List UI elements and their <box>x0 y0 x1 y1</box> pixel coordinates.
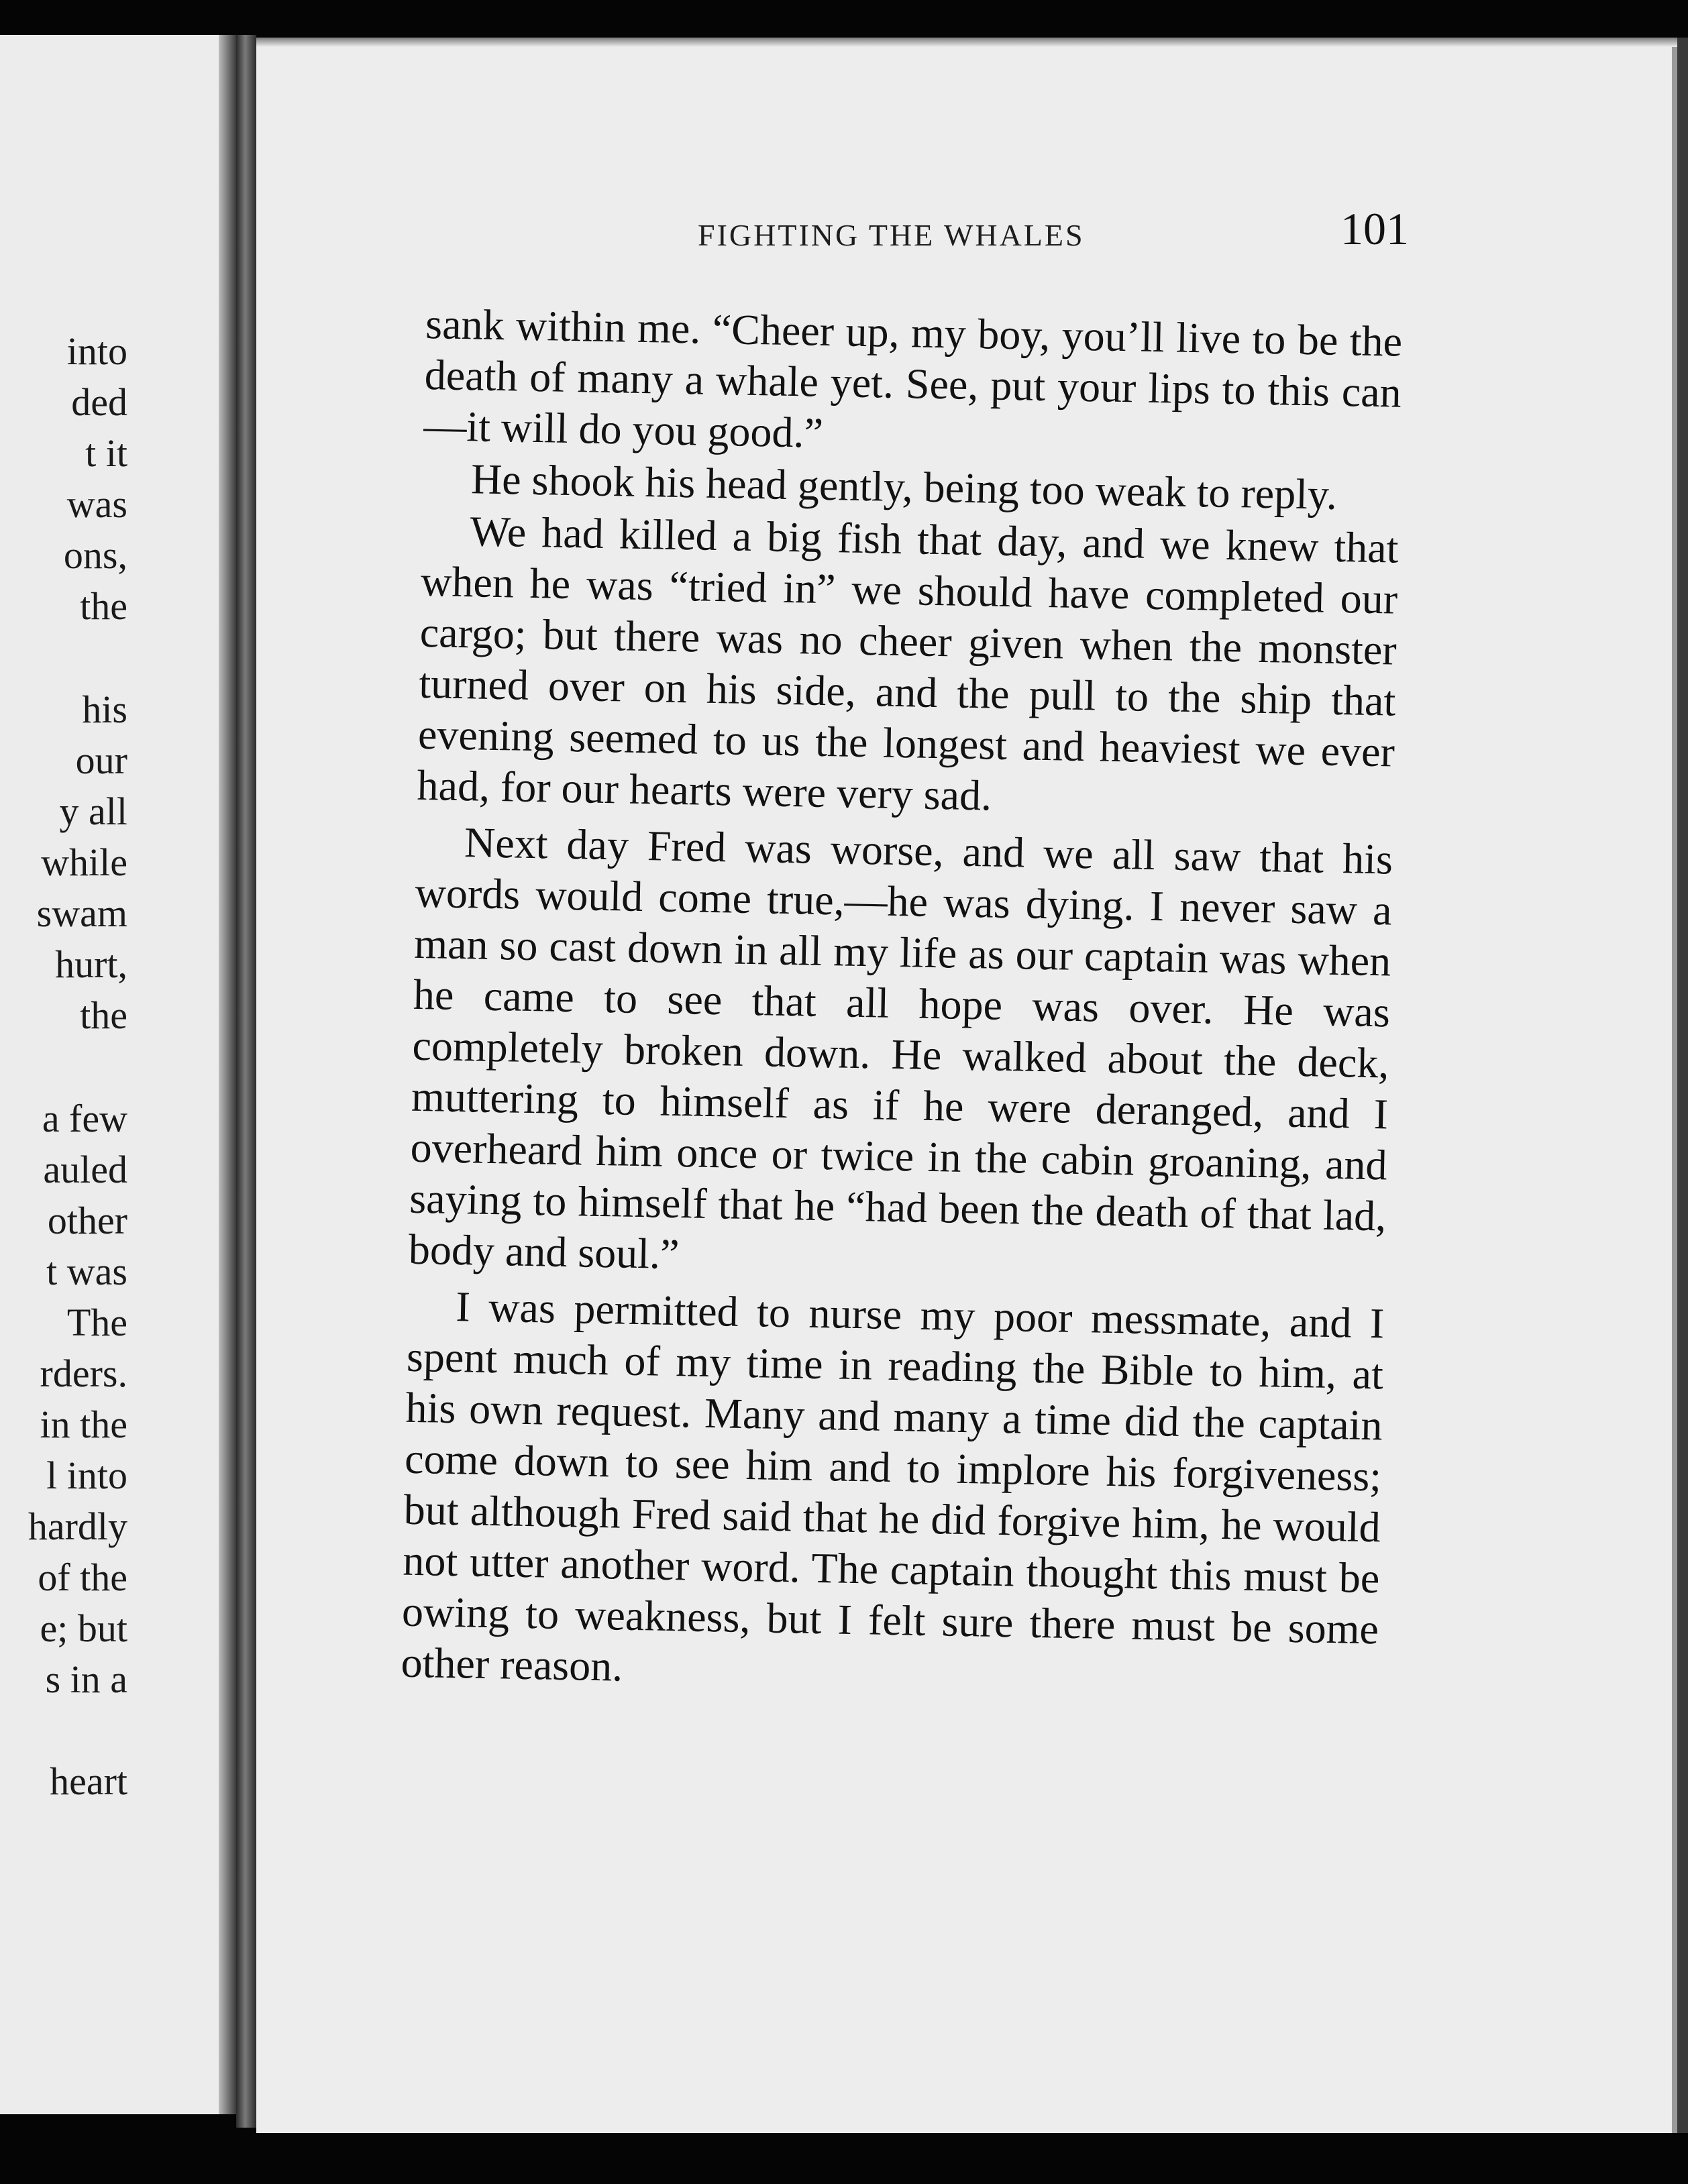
left-page-edge <box>219 35 236 2114</box>
left-line: t it <box>85 431 127 475</box>
left-line: was <box>66 482 127 526</box>
left-line: s in a <box>45 1657 127 1701</box>
left-line: auled <box>43 1148 127 1191</box>
left-line: e; but <box>40 1606 127 1650</box>
left-line: other <box>47 1199 127 1242</box>
left-line: ded <box>71 380 127 424</box>
left-line: his <box>82 688 127 731</box>
paragraph: sank within me. “Cheer up, my boy, you’ll live to be the death of many a whale yet. See, put your lips to this can—it will do you good.” <box>423 299 1403 457</box>
left-line: ons, <box>63 533 127 577</box>
left-line: the <box>80 584 127 628</box>
left-line: hurt, <box>55 942 127 986</box>
left-line: while <box>41 840 127 884</box>
left-line: swam <box>36 891 127 935</box>
left-page-text <box>0 329 127 1871</box>
left-line: t was <box>46 1250 127 1293</box>
page-header <box>436 188 1409 262</box>
left-page <box>0 35 236 2114</box>
left-line: a few <box>42 1097 127 1140</box>
left-line: of the <box>38 1555 127 1599</box>
paragraph: I was permitted to nurse my poor messmate, and I spent much of my time in reading the Bible to him, at his own request. Many and many a time did the captain come down to see him and to implore his forgiveness; but although Fred said that he did forgive him, he would not utter another word. The captain thought this must be owing to weakness, but I felt sure there must be some other reason. <box>401 1282 1385 1690</box>
page-top-shadow <box>256 38 1677 47</box>
left-line: the <box>80 993 127 1037</box>
left-line: our <box>75 739 127 782</box>
left-line: hardly <box>28 1505 127 1548</box>
book-gutter <box>236 35 256 2128</box>
left-line: y all <box>59 789 127 833</box>
paragraph: Next day Fred was worse, and we all saw that his words would come true,—he was dying. I never saw a man so cast down in all my life as our captain was when he came to see that all hope was over. He was completely broken down. He walked about the deck, muttering to himself as if he were deranged, and I overheard him once or twice in the cabin groaning, and saying to himself that he “had been the death of that lad, body and soul.” <box>408 818 1393 1278</box>
running-title: FIGHTING THE WHALES <box>698 218 1085 252</box>
left-line: rders. <box>40 1352 127 1395</box>
paragraph: We had killed a big fish that day, and we knew that when he was “tried in” we should have completed our cargo; but there was no cheer given when the monster turned over on his side, and the pull to the ship that evening seemed to us the longest and heaviest we ever had, for our hearts were very sad. <box>417 507 1400 820</box>
left-line: l into <box>46 1454 127 1497</box>
body-text <box>401 298 1403 1707</box>
left-line: into <box>66 329 127 373</box>
page-number: 101 <box>1340 203 1409 254</box>
left-line: heart <box>50 1759 127 1803</box>
left-line: in the <box>40 1403 127 1446</box>
paragraph: He shook his head gently, being too weak to reply. <box>470 455 1338 518</box>
left-line: The <box>66 1301 127 1344</box>
